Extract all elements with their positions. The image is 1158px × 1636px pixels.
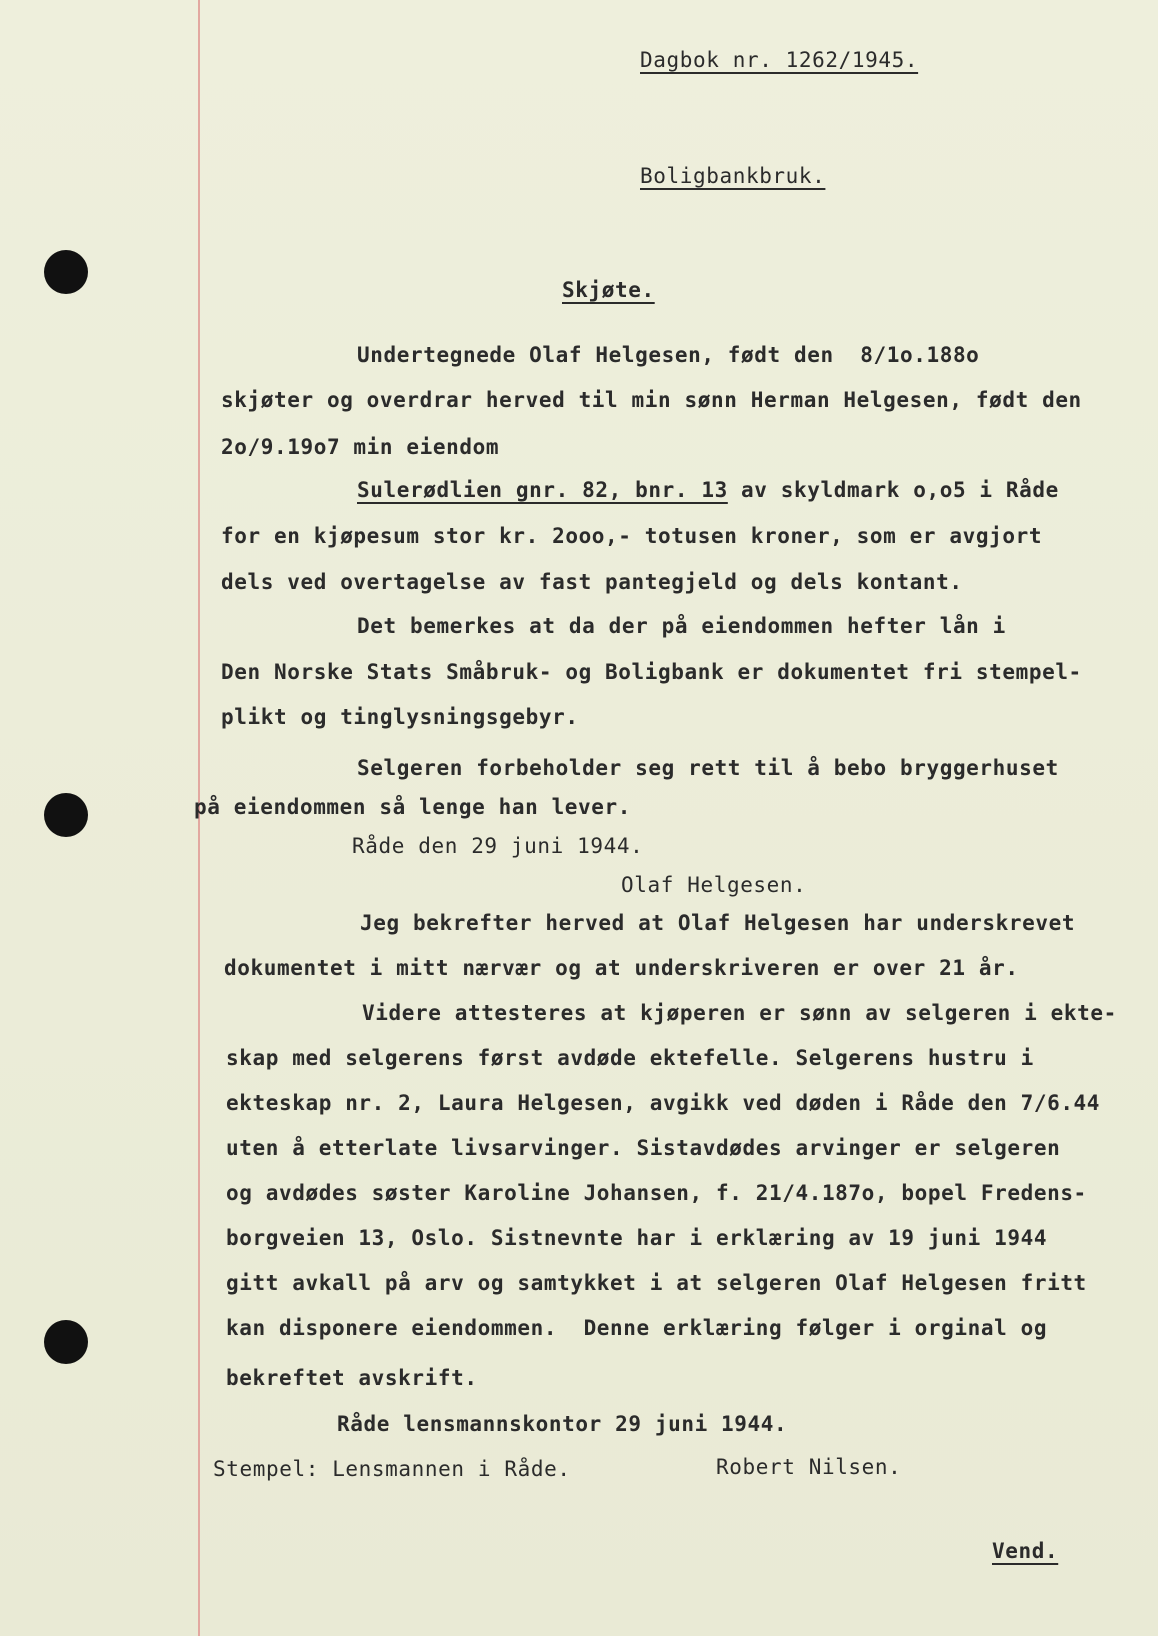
punch-hole (44, 1320, 88, 1364)
text-line: uten å etterlate livsarvinger. Sistavdødes arvinger er selgeren (226, 1136, 1061, 1160)
text-line: Jeg bekrefter herved at Olaf Helgesen har underskrevet (360, 911, 1076, 935)
text-line: på eiendommen så lenge han lever. (194, 795, 632, 819)
text-line: Selgeren forbeholder seg rett til å bebo bryggerhuset (357, 756, 1059, 780)
text-line: bekreftet avskrift. (226, 1366, 478, 1390)
text-line: ekteskap nr. 2, Laura Helgesen, avgikk ved døden i Råde den 7/6.44 (226, 1091, 1101, 1115)
text-line: for en kjøpesum stor kr. 2ooo,- totusen kroner, som er avgjort (221, 524, 1043, 548)
text-line: skjøter og overdrar herved til min sønn Herman Helgesen, født den (221, 388, 1082, 412)
text-line: Sulerødlien gnr. 82, bnr. 13 av skyldmark o,o5 i Råde (357, 478, 1059, 502)
text-line: kan disponere eiendommen. Denne erklæring følger i orginal og (226, 1316, 1048, 1340)
text-line: gitt avkall på arv og samtykket i at selgeren Olaf Helgesen fritt (226, 1271, 1087, 1295)
text-line: 2o/9.19o7 min eiendom (221, 435, 500, 459)
text-line: Undertegnede Olaf Helgesen, født den 8/1o.188o (357, 343, 980, 367)
text-line: Videre attesteres at kjøperen er sønn av selgeren i ekte- (362, 1001, 1117, 1025)
stamp-note: Stempel: Lensmannen i Råde. (213, 1457, 571, 1481)
text-line: borgveien 13, Oslo. Sistnevnte har i erklæring av 19 juni 1944 (226, 1226, 1048, 1250)
text-line: dels ved overtagelse av fast pantegjeld og dels kontant. (221, 570, 963, 594)
document-title: Skjøte. (562, 278, 655, 302)
punch-hole (44, 250, 88, 294)
punch-hole (44, 793, 88, 837)
text-line: Det bemerkes at da der på eiendommen hefter lån i (357, 614, 1006, 638)
office-date: Råde lensmannskontor 29 juni 1944. (337, 1412, 788, 1436)
signature-seller: Olaf Helgesen. (621, 873, 807, 897)
dagbok-number: Dagbok nr. 1262/1945. (640, 48, 919, 72)
text-line: dokumentet i mitt nærvær og at underskriveren er over 21 år. (224, 956, 1019, 980)
place-date: Råde den 29 juni 1944. (352, 834, 644, 858)
signature-witness: Robert Nilsen. (716, 1455, 902, 1479)
text-line: og avdødes søster Karoline Johansen, f. 21/4.187o, bopel Fredens- (226, 1181, 1087, 1205)
turn-page-note: Vend. (992, 1539, 1059, 1563)
property-designation: Sulerødlien gnr. 82, bnr. 13 (357, 478, 728, 502)
text-line: skap med selgerens først avdøde ektefelle. Selgerens hustru i (226, 1046, 1034, 1070)
category-heading: Boligbankbruk. (640, 164, 826, 188)
text-line: Den Norske Stats Småbruk- og Boligbank er dokumentet fri stempel- (221, 660, 1082, 684)
text-line: plikt og tinglysningsgebyr. (221, 705, 579, 729)
